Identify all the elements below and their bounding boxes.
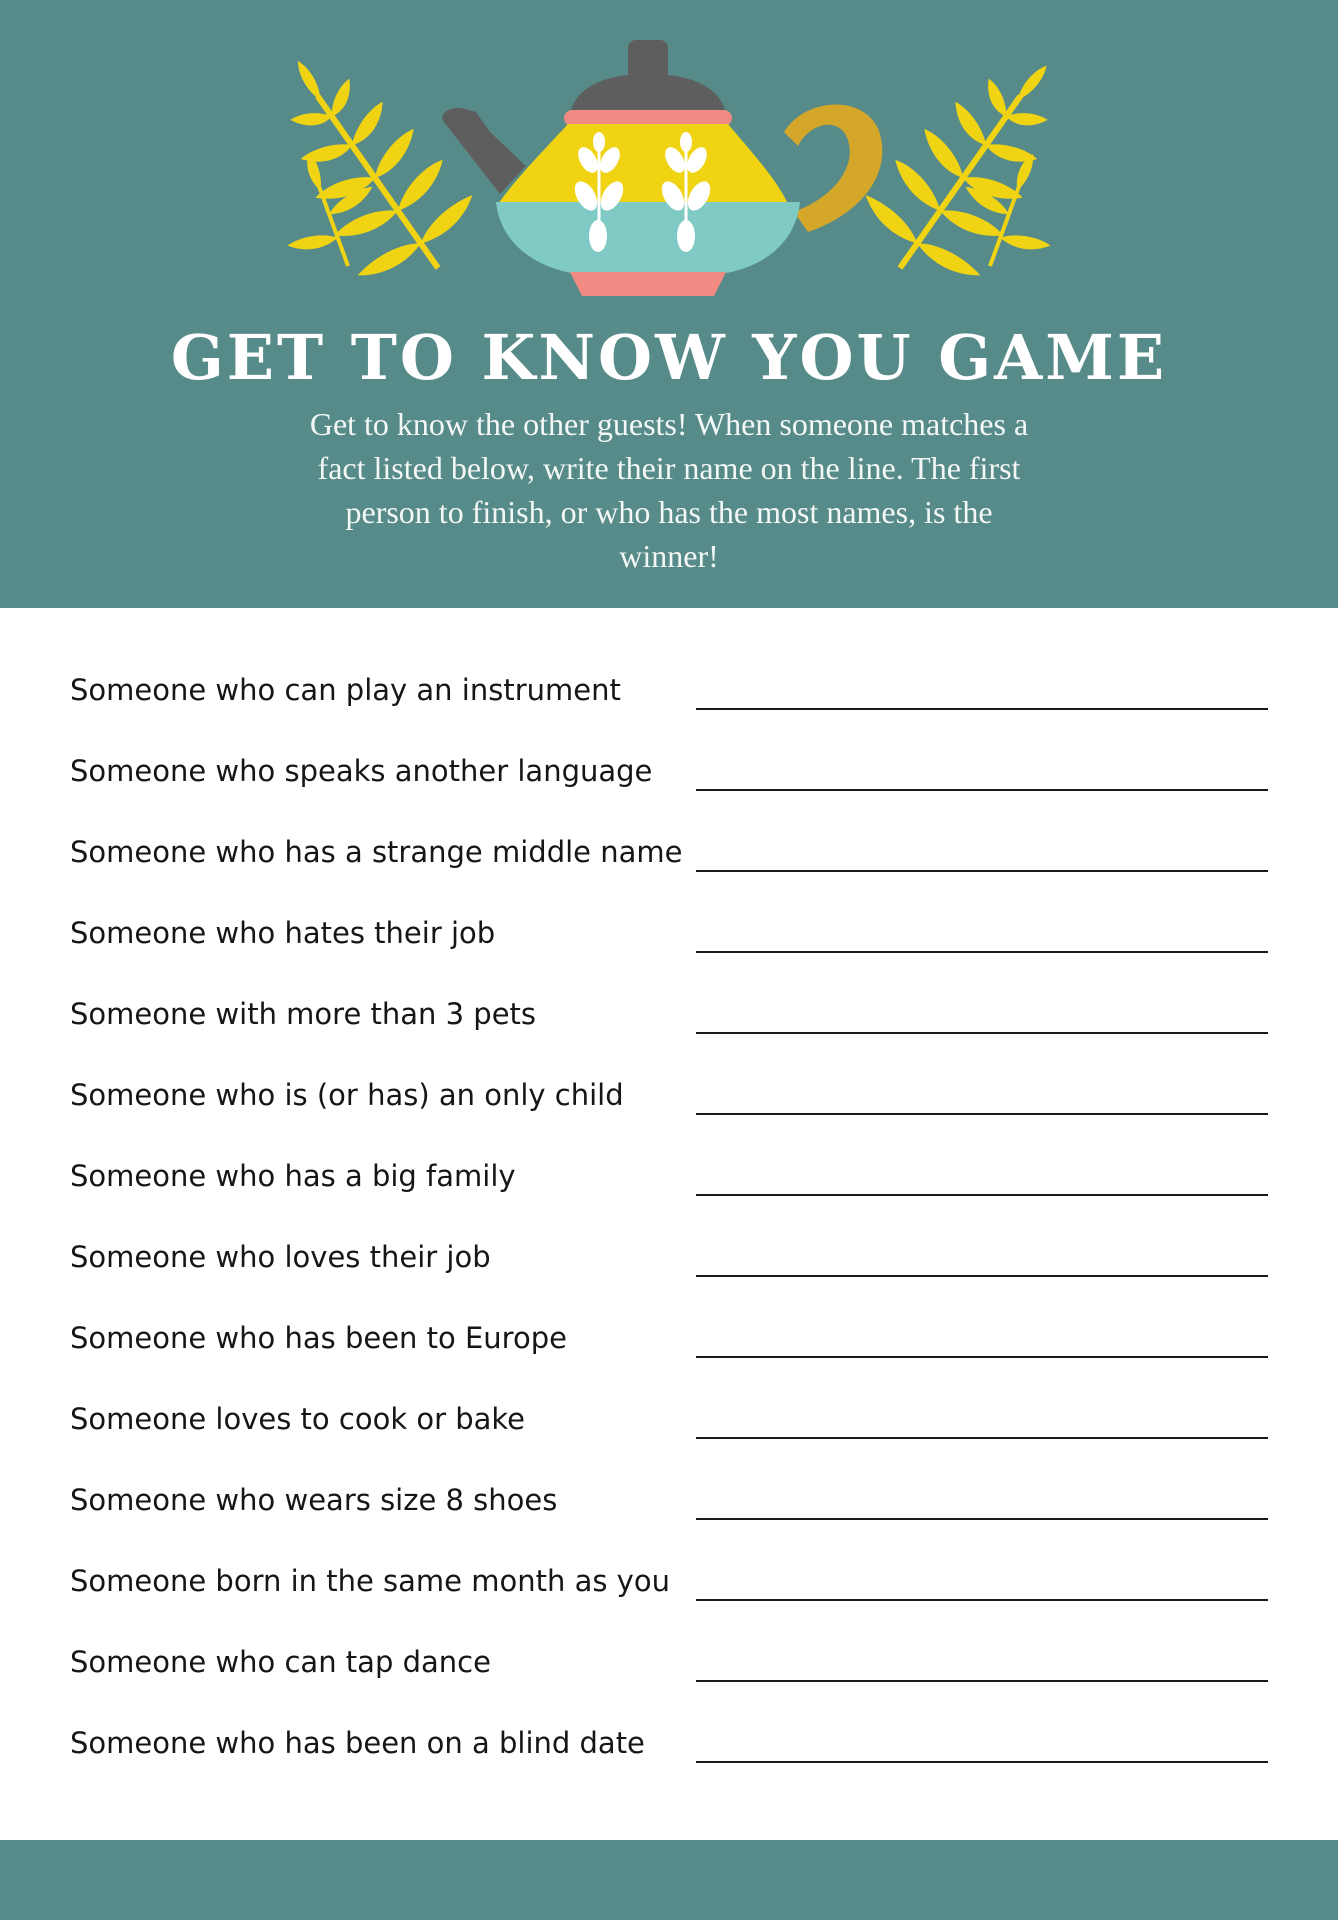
- list-item: [0, 1541, 1338, 1622]
- list-item: [0, 1055, 1338, 1136]
- name-answer-line[interactable]: [696, 1113, 1268, 1115]
- leaf-branch-right-icon: [843, 36, 1101, 308]
- intro-text: Get to know the other guests! When someone matches a fact listed below, write their name on the line. The first person to finish, or who has the most names, is the winner!: [309, 406, 1029, 574]
- list-item: [0, 893, 1338, 974]
- fact-label: Someone who can tap dance: [70, 1645, 491, 1679]
- name-answer-line[interactable]: [696, 870, 1268, 872]
- name-answer-line[interactable]: [696, 1761, 1268, 1763]
- fact-label: Someone with more than 3 pets: [70, 997, 537, 1031]
- name-answer-line[interactable]: [696, 708, 1268, 710]
- name-answer-line[interactable]: [696, 1437, 1268, 1439]
- name-answer-line[interactable]: [696, 1356, 1268, 1358]
- list-item: [0, 974, 1338, 1055]
- list-item: [0, 1703, 1338, 1784]
- leaf-branch-left-icon: [237, 36, 495, 308]
- name-answer-line[interactable]: [696, 1599, 1268, 1601]
- fact-label: Someone who loves their job: [70, 1240, 491, 1274]
- list-item: [0, 1298, 1338, 1379]
- fact-label: Someone who has been on a blind date: [70, 1726, 645, 1760]
- teapot-icon: [442, 40, 882, 296]
- list-item: [0, 1136, 1338, 1217]
- list-item: [0, 1460, 1338, 1541]
- list-item: [0, 1217, 1338, 1298]
- name-answer-line[interactable]: [696, 1275, 1268, 1277]
- footer-banner: [0, 1840, 1338, 1920]
- fact-label: Someone who hates their job: [70, 916, 496, 950]
- fact-label: Someone who has a big family: [70, 1159, 516, 1193]
- name-answer-line[interactable]: [696, 1032, 1268, 1034]
- fact-label: Someone who is (or has) an only child: [70, 1078, 624, 1112]
- list-item: [0, 1622, 1338, 1703]
- name-answer-line[interactable]: [696, 1518, 1268, 1520]
- list-item: [0, 650, 1338, 731]
- fact-list: [0, 650, 1338, 1784]
- header-illustration: [228, 36, 1110, 312]
- fact-label: Someone loves to cook or bake: [70, 1402, 525, 1436]
- name-answer-line[interactable]: [696, 1194, 1268, 1196]
- list-item: [0, 1379, 1338, 1460]
- list-item: [0, 812, 1338, 893]
- fact-label: Someone who can play an instrument: [70, 673, 621, 707]
- fact-label: Someone who has a strange middle name: [70, 835, 683, 869]
- fact-label: Someone who wears size 8 shoes: [70, 1483, 558, 1517]
- fact-label: Someone who speaks another language: [70, 754, 653, 788]
- fact-label: Someone who has been to Europe: [70, 1321, 567, 1355]
- header-banner: [0, 0, 1338, 608]
- page-title: GET TO KNOW YOU GAME: [170, 321, 1168, 394]
- name-answer-line[interactable]: [696, 951, 1268, 953]
- fact-label: Someone born in the same month as you: [70, 1564, 670, 1598]
- list-item: [0, 731, 1338, 812]
- name-answer-line[interactable]: [696, 789, 1268, 791]
- name-answer-line[interactable]: [696, 1680, 1268, 1682]
